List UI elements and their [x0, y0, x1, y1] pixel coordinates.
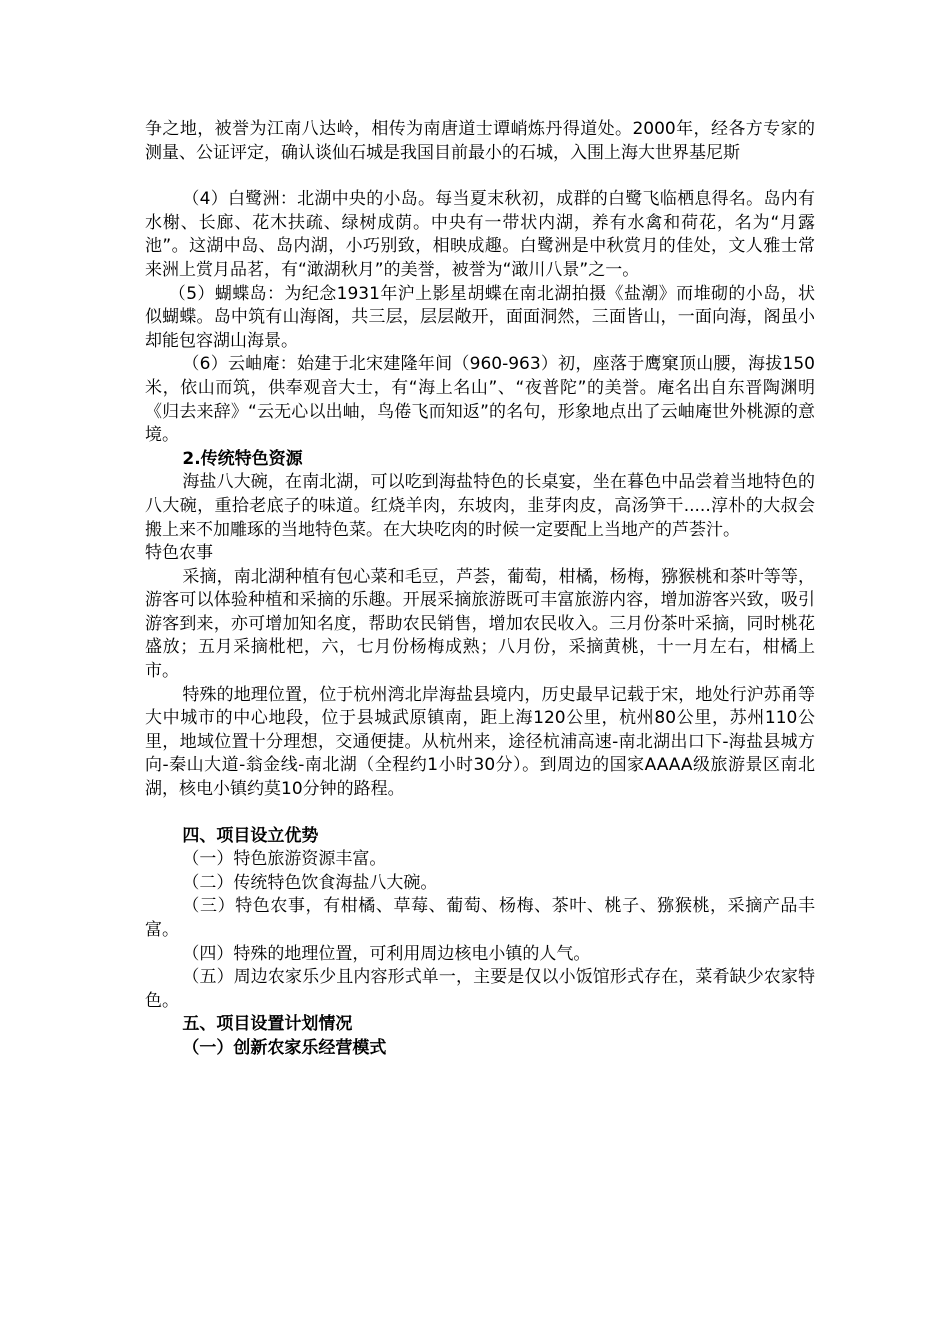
- section-heading-plan: 五、项目设置计划情况: [182, 1014, 353, 1035]
- advantage-item-1: （一）特色旅游资源丰富。: [182, 849, 387, 870]
- section-heading-traditional-resources: 2.传统特色资源: [182, 448, 303, 469]
- document-page: [145, 118, 815, 1061]
- subheading-farming: 特色农事: [145, 543, 213, 564]
- subsection-heading-innovation: （一）创新农家乐经营模式: [182, 1037, 387, 1058]
- advantage-item-2: （二）传统特色饮食海盐八大碗。: [182, 872, 438, 893]
- paragraph-stone-city: 争之地，被誉为江南八达岭，相传为南唐道士谭峭炼丹得道处。2000年，经各方专家的测量、公证评定，确认谈仙石城是我国目前最小的石城，入围上海大世界基尼斯: [145, 119, 815, 163]
- paragraph-eight-bowls: 海盐八大碗，在南北湖，可以吃到海盐特色的长桌宴，坐在暮色中品尝着当地特色的八大碗，重拾老底子的味道。红烧羊肉，东坡肉，韭芽肉皮，高汤笋干.....淳朴的大叔会搬上来不加雕琢的当地特色菜。在大块吃肉的时候一定要配上当地产的芦荟汁。: [145, 472, 815, 540]
- advantage-item-3: （三）特色农事，有柑橘、草莓、葡萄、杨梅、茶叶、桃子、猕猴桃，采摘产品丰富。: [145, 896, 815, 940]
- advantage-item-5: （五）周边农家乐少且内容形式单一，主要是仅以小饭馆形式存在，菜肴缺少农家特色。: [145, 967, 815, 1011]
- paragraph-egret-island: （4）白鹭洲：北湖中央的小岛。每当夏末秋初，成群的白鹭飞临栖息得名。岛内有水榭、长廊、花木扶疏、绿树成荫。中央有一带状内湖，养有水禽和荷花，名为“月露池”。这湖中岛、岛内湖，小巧别致，相映成趣。白鹭洲是中秋赏月的佳处，文人雅士常来洲上赏月品茗，有“澉湖秋月”的美誉，被誉为“澉川八景”之一。: [145, 189, 815, 280]
- advantage-item-4: （四）特殊的地理位置，可利用周边核电小镇的人气。: [182, 943, 591, 964]
- paragraph-location: 特殊的地理位置，位于杭州湾北岸海盐县境内，历史最早记载于宋，地处行沪苏甬等大中城市的中心地段，位于县城武原镇南，距上海120公里，杭州80公里，苏州110公里，地域位置十分理想，交通便捷。从杭州来，途径杭浦高速-南北湖出口下-海盐县城方向-秦山大道-翁金线-南北湖（全程约1小时30分）。到周边的国家AAAA级旅游景区南北湖，核电小镇约莫10分钟的路程。: [145, 684, 815, 800]
- section-heading-advantages: 四、项目设立优势: [182, 825, 319, 846]
- paragraph-yunxiu-temple: （6）云岫庵：始建于北宋建隆年间（960-963）初，座落于鹰窠顶山腰，海拔150米，依山而筑，供奉观音大士，有“海上名山”、“夜普陀”的美誉。庵名出自东晋陶渊明《归去来辞》“云无心以出岫，鸟倦飞而知返”的名句，形象地点出了云岫庵世外桃源的意境。: [145, 354, 815, 446]
- paragraph-picking: 采摘，南北湖种植有包心菜和毛豆，芦荟，葡萄，柑橘，杨梅，猕猴桃和茶叶等等，游客可以体验种植和采摘的乐趣。开展采摘旅游既可丰富旅游内容，增加游客兴致，吸引游客到来，亦可增加知名度，帮助农民销售，增加农民收入。三月份茶叶采摘，同时桃花盛放；五月采摘枇杷，六，七月份杨梅成熟；八月份，采摘黄桃，十一月左右，柑橘上市。: [145, 566, 815, 682]
- paragraph-butterfly-island: （5）蝴蝶岛：为纪念1931年沪上影星胡蝶在南北湖拍摄《盐潮》而堆砌的小岛，状似蝴蝶。岛中筑有山海阁，共三层，层层敞开，面面洞然，三面皆山，一面向海，阁虽小却能包容湖山海景。: [145, 283, 815, 351]
